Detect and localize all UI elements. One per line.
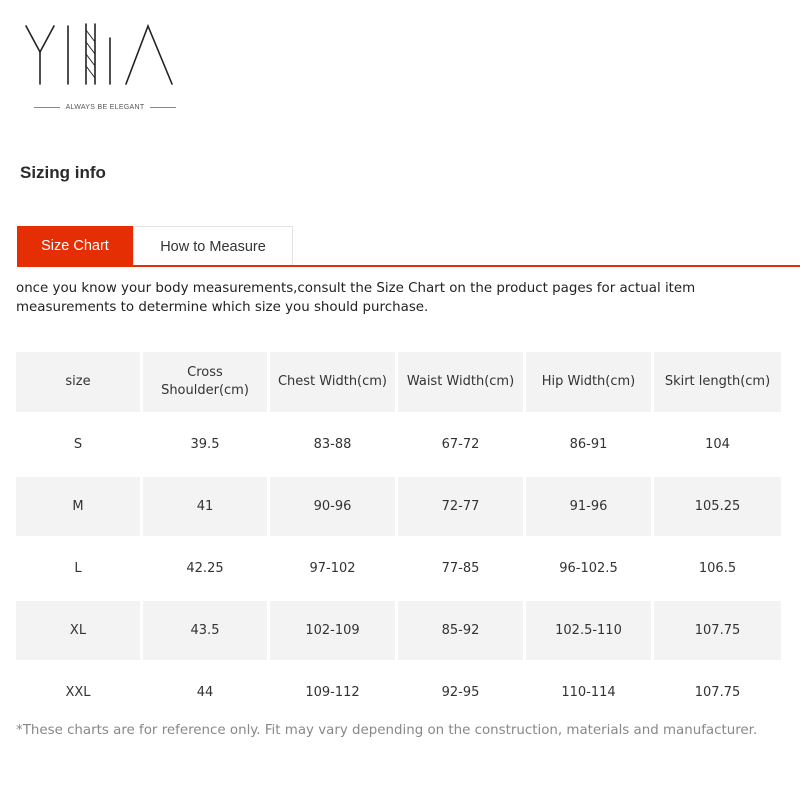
- table-row: [16, 477, 781, 536]
- yilia-logo-icon: [22, 20, 182, 100]
- cell-hip-width: 86-91: [526, 415, 651, 474]
- cell-hip-width: 102.5-110: [526, 601, 651, 660]
- cell-hip-width: 110-114: [526, 663, 651, 722]
- tagline-rule-left: [34, 107, 60, 108]
- header-waist-width: Waist Width(cm): [398, 352, 523, 412]
- cell-chest-width: 90-96: [270, 477, 395, 536]
- table-row: [16, 539, 781, 598]
- cell-size: XXL: [16, 663, 140, 722]
- header-cross-shoulder: Cross Shoulder(cm): [143, 352, 267, 412]
- cell-waist-width: 67-72: [398, 415, 523, 474]
- cell-hip-width: 91-96: [526, 477, 651, 536]
- cell-size: XL: [16, 601, 140, 660]
- header-hip-width: Hip Width(cm): [526, 352, 651, 412]
- page-title: Sizing info: [20, 163, 106, 182]
- tab-how-to-measure[interactable]: How to Measure: [133, 226, 293, 266]
- tagline-rule-right: [150, 107, 176, 108]
- cell-skirt-length: 106.5: [654, 539, 781, 598]
- cell-skirt-length: 107.75: [654, 601, 781, 660]
- cell-cross-shoulder: 43.5: [143, 601, 267, 660]
- cell-skirt-length: 105.25: [654, 477, 781, 536]
- cell-chest-width: 97-102: [270, 539, 395, 598]
- cell-size: L: [16, 539, 140, 598]
- cell-skirt-length: 104: [654, 415, 781, 474]
- cell-size: M: [16, 477, 140, 536]
- table-header-row: [16, 352, 781, 412]
- size-chart-table: [13, 349, 784, 725]
- cell-chest-width: 109-112: [270, 663, 395, 722]
- header-skirt-length: Skirt length(cm): [654, 352, 781, 412]
- brand-tagline: ALWAYS BE ELEGANT: [65, 103, 145, 111]
- cell-chest-width: 83-88: [270, 415, 395, 474]
- cell-waist-width: 72-77: [398, 477, 523, 536]
- tab-underline: [17, 265, 800, 267]
- cell-cross-shoulder: 42.25: [143, 539, 267, 598]
- cell-waist-width: 85-92: [398, 601, 523, 660]
- intro-text: once you know your body measurements,consult the Size Chart on the product pages for actual item measurements to determine which size you should purchase.: [16, 281, 696, 315]
- table-row: [16, 601, 781, 660]
- tab-bar: [17, 226, 293, 266]
- header-chest-width: Chest Width(cm): [270, 352, 395, 412]
- cell-cross-shoulder: 44: [143, 663, 267, 722]
- brand-tagline-row: [34, 101, 176, 113]
- cell-waist-width: 92-95: [398, 663, 523, 722]
- cell-hip-width: 96-102.5: [526, 539, 651, 598]
- table-row: [16, 415, 781, 474]
- header-size: size: [16, 352, 140, 412]
- cell-chest-width: 102-109: [270, 601, 395, 660]
- table-row: [16, 663, 781, 722]
- tab-size-chart[interactable]: Size Chart: [17, 226, 133, 266]
- cell-skirt-length: 107.75: [654, 663, 781, 722]
- cell-cross-shoulder: 41: [143, 477, 267, 536]
- cell-size: S: [16, 415, 140, 474]
- cell-waist-width: 77-85: [398, 539, 523, 598]
- disclaimer-note: *These charts are for reference only. Fit may vary depending on the construction, materials and manufacturer.: [16, 723, 758, 738]
- cell-cross-shoulder: 39.5: [143, 415, 267, 474]
